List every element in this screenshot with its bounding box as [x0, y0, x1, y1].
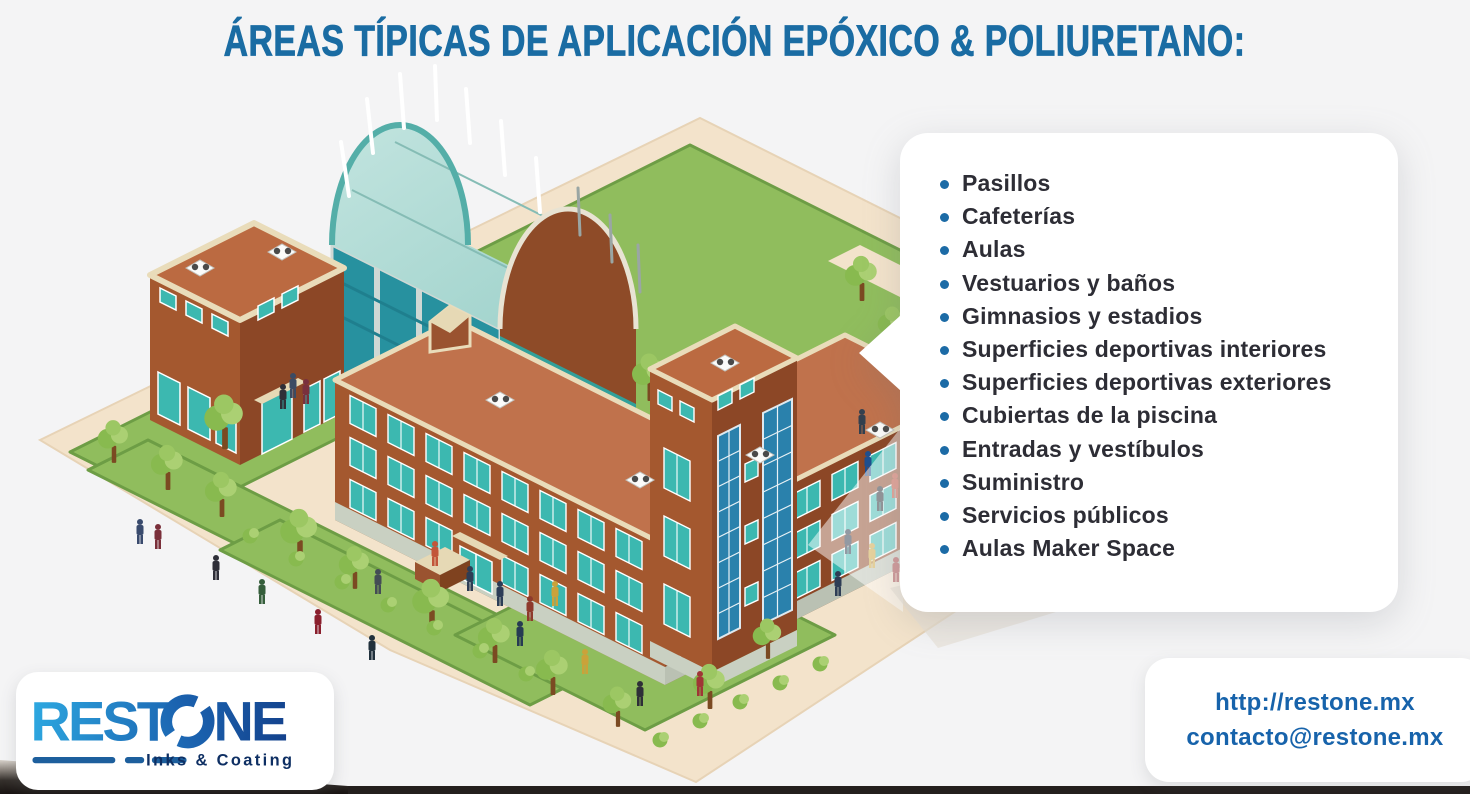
list-item — [940, 469, 1368, 502]
bullet-icon — [940, 280, 949, 289]
list-item — [940, 402, 1368, 435]
bullet-icon — [940, 412, 949, 421]
logo-tagline: Inks & Coating — [146, 751, 295, 770]
list-item — [940, 236, 1368, 269]
list-item-label: Suministro — [962, 468, 1085, 495]
list-item — [940, 436, 1368, 469]
list-item-label: Vestuarios y baños — [962, 269, 1176, 296]
list-item-label: Cubiertas de la piscina — [962, 402, 1218, 429]
list-item-label: Aulas — [962, 236, 1026, 263]
list-item-label: Cafeterías — [962, 203, 1076, 230]
bullet-icon — [940, 379, 949, 388]
list-item — [940, 203, 1368, 236]
list-item — [940, 303, 1368, 336]
contact-card — [1145, 658, 1470, 782]
list-item-label: Superficies deportivas interiores — [962, 335, 1327, 362]
list-item — [940, 336, 1368, 369]
bullet-icon — [940, 313, 949, 322]
logo-card — [16, 672, 334, 790]
website-link[interactable]: http://restone.mx — [1215, 688, 1415, 716]
list-item — [940, 369, 1368, 402]
list-item — [940, 535, 1368, 568]
bullet-icon — [940, 246, 949, 255]
applications-list-card — [900, 133, 1398, 612]
list-item-label: Entradas y vestíbulos — [962, 435, 1204, 462]
restone-logo — [30, 679, 320, 783]
bullet-icon — [940, 346, 949, 355]
page-title-text: ÁREAS TÍPICAS DE APLICACIÓN EPÓXICO & POLIURETANO: — [224, 16, 1246, 66]
list-item-label: Aulas Maker Space — [962, 535, 1176, 562]
list-item-label: Gimnasios y estadios — [962, 302, 1203, 329]
email-link[interactable]: contacto@restone.mx — [1186, 723, 1444, 751]
bullet-icon — [940, 213, 949, 222]
bullet-icon — [940, 512, 949, 521]
tower-tall-windows — [664, 448, 690, 637]
list-item — [940, 502, 1368, 535]
bullet-icon — [940, 479, 949, 488]
logo-text-ne: NE — [213, 689, 286, 753]
bullet-icon — [940, 180, 949, 189]
list-item — [940, 170, 1368, 203]
logo-text-rest: REST — [30, 689, 168, 753]
list-item-label: Servicios públicos — [962, 501, 1169, 528]
list-item — [940, 270, 1368, 303]
bullet-icon — [940, 446, 949, 455]
list-item-label: Superficies deportivas exteriores — [962, 369, 1332, 396]
bubble-tail-icon — [859, 315, 901, 391]
page-title — [0, 16, 1470, 66]
applications-list — [900, 133, 1398, 568]
bullet-icon — [940, 545, 949, 554]
list-item-label: Pasillos — [962, 170, 1051, 196]
